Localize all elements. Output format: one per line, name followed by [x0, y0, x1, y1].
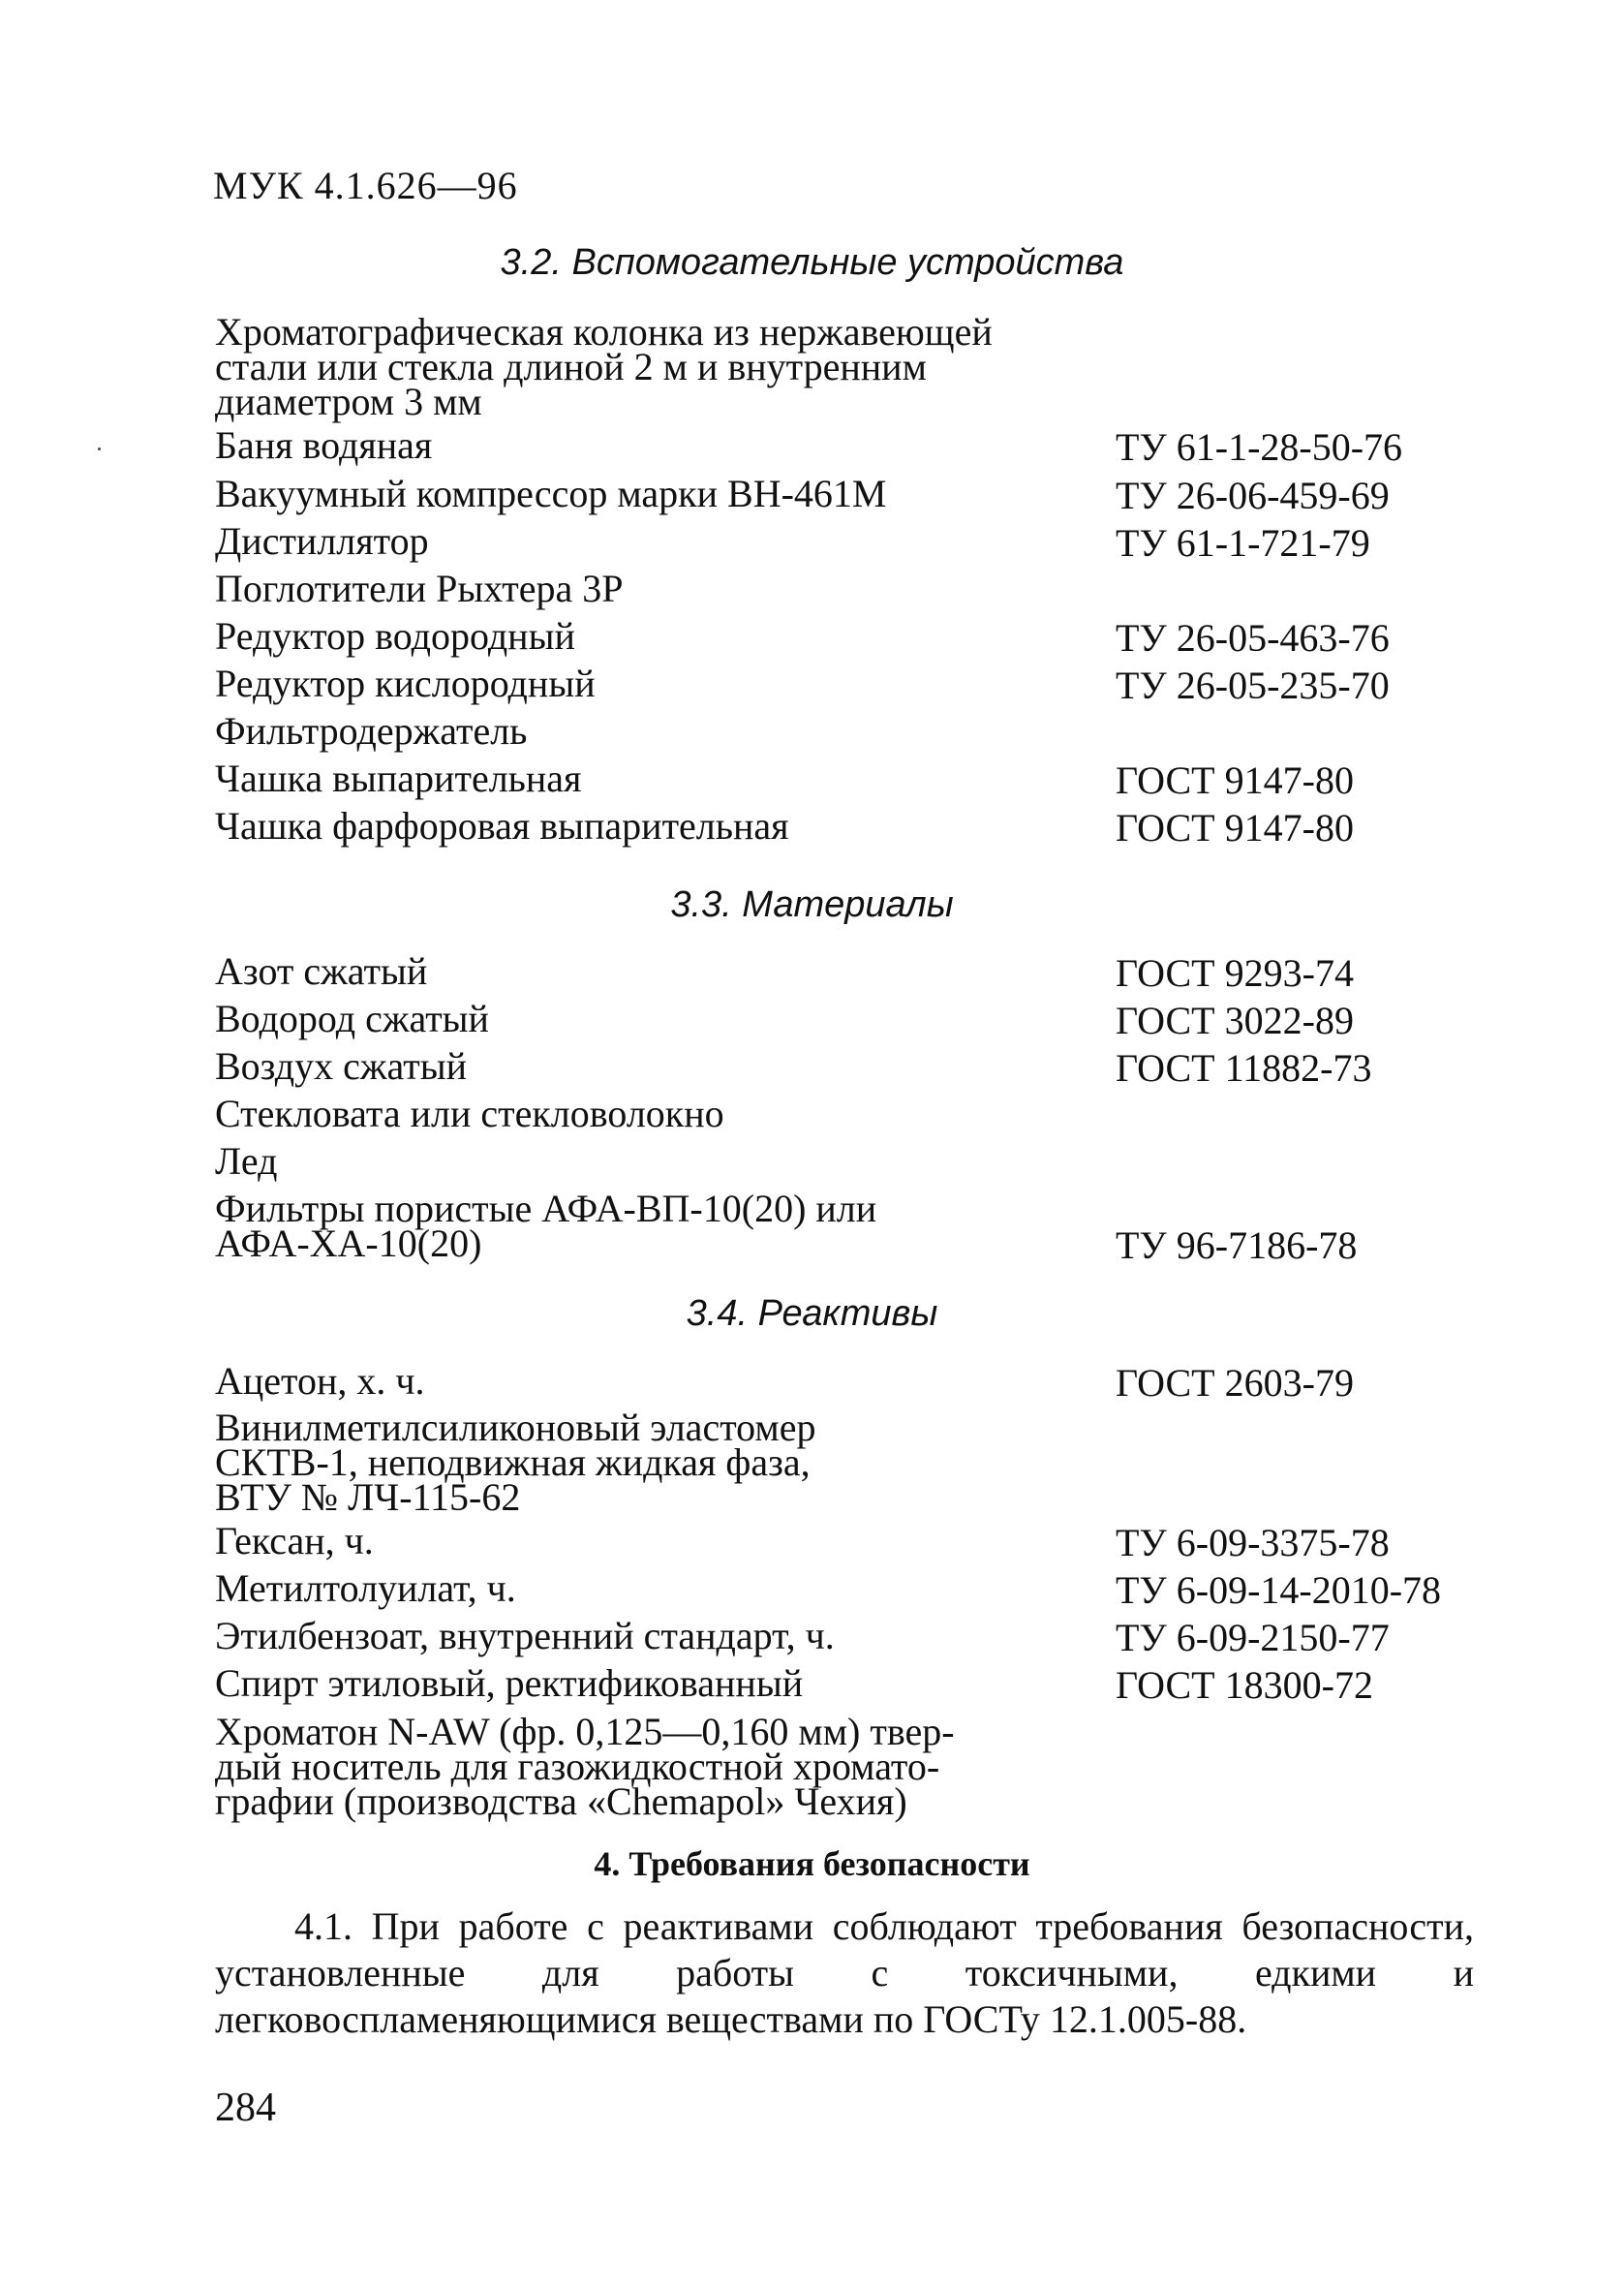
item-name: Поглотители Рыхтера 3Р [215, 567, 624, 610]
item-name: Редуктор водородный [215, 614, 575, 658]
item-standard: ГОСТ 9293-74 [1116, 951, 1354, 995]
safety-heading: 4. Требования безопасности [594, 1844, 1030, 1883]
document-code: МУК 4.1.626—96 [213, 164, 518, 207]
item-standard: ГОСТ 11882-73 [1116, 1046, 1372, 1090]
item-name: Лед [215, 1139, 278, 1183]
item-standard: ТУ 26-05-235-70 [1116, 664, 1390, 707]
item-name: Ацетон, х. ч. [215, 1359, 425, 1403]
item-standard: ГОСТ 18300-72 [1116, 1663, 1373, 1707]
item-name: Гексан, ч. [215, 1519, 374, 1562]
section-title-materials: 3.3. Материалы [670, 884, 954, 925]
item-standard: ТУ 61-1-721-79 [1116, 521, 1370, 565]
item-standard: ТУ 96-7186-78 [1116, 1223, 1358, 1267]
item-standard: ТУ 26-05-463-76 [1116, 616, 1390, 660]
item-standard: ГОСТ 3022-89 [1116, 999, 1354, 1042]
item-name: Фильтродержатель [215, 709, 528, 753]
item-standard: ТУ 6-09-3375-78 [1116, 1521, 1390, 1564]
item-name: Воздух сжатый [215, 1044, 467, 1088]
item-name: Хроматон N-AW (фр. 0,125—0,160 мм) твер- дый носитель для газожидкостной хромато- графии (производства «Chemapol» Чехия) [215, 1710, 955, 1823]
section-title-reagents: 3.4. Реактивы [686, 1293, 938, 1334]
item-name: Стекловата или стекловолокно [215, 1092, 724, 1135]
item-name: Чашка фарфоровая выпарительная [215, 804, 789, 848]
page-number: 284 [215, 2086, 276, 2130]
item-name: Фильтры пористые АФА-ВП-10(20) или АФА-ХА-10(20) [215, 1187, 877, 1265]
item-standard: ТУ 26-06-459-69 [1116, 474, 1390, 517]
item-standard: ГОСТ 9147-80 [1116, 758, 1354, 802]
item-name: Метилтолуилат, ч. [215, 1566, 516, 1610]
item-name: Дистиллятор [215, 519, 429, 563]
section-title-auxiliary-devices: 3.2. Вспомогательные устройства [500, 242, 1124, 283]
item-standard: ГОСТ 9147-80 [1116, 806, 1354, 850]
item-name: Редуктор кислородный [215, 662, 596, 705]
item-name: Вакуумный компрессор марки ВН-461М [215, 472, 887, 515]
item-name: Хроматографическая колонка из нержавеющей стали или стекла длиной 2 м и внутренним диаметром 3 мм [215, 310, 993, 423]
safety-paragraph: 4.1. При работе с реактивами соблюдают требования безопасности, установленные для работы с токсичными, едкими и легковоспламеняющимися веществами по ГОСТу 12.1.005-88. [215, 1904, 1474, 2041]
item-standard: ТУ 6-09-2150-77 [1116, 1616, 1390, 1659]
item-standard: ГОСТ 2603-79 [1116, 1361, 1354, 1405]
item-name: Азот сжатый [215, 949, 428, 993]
item-name: Спирт этиловый, ректификованный [215, 1661, 804, 1705]
item-name: Винилметилсиликоновый эластомер СКТВ-1, неподвижная жидкая фаза, ВТУ № ЛЧ-115-62 [215, 1406, 816, 1519]
item-name: Баня водяная [215, 423, 433, 467]
item-name: Чашка выпарительная [215, 757, 582, 800]
item-standard: ТУ 61-1-28-50-76 [1116, 425, 1403, 469]
item-standard: ТУ 6-09-14-2010-78 [1116, 1568, 1442, 1612]
item-name: Этилбензоат, внутренний стандарт, ч. [215, 1614, 835, 1657]
margin-mark [98, 448, 101, 450]
item-name: Водород сжатый [215, 997, 489, 1040]
